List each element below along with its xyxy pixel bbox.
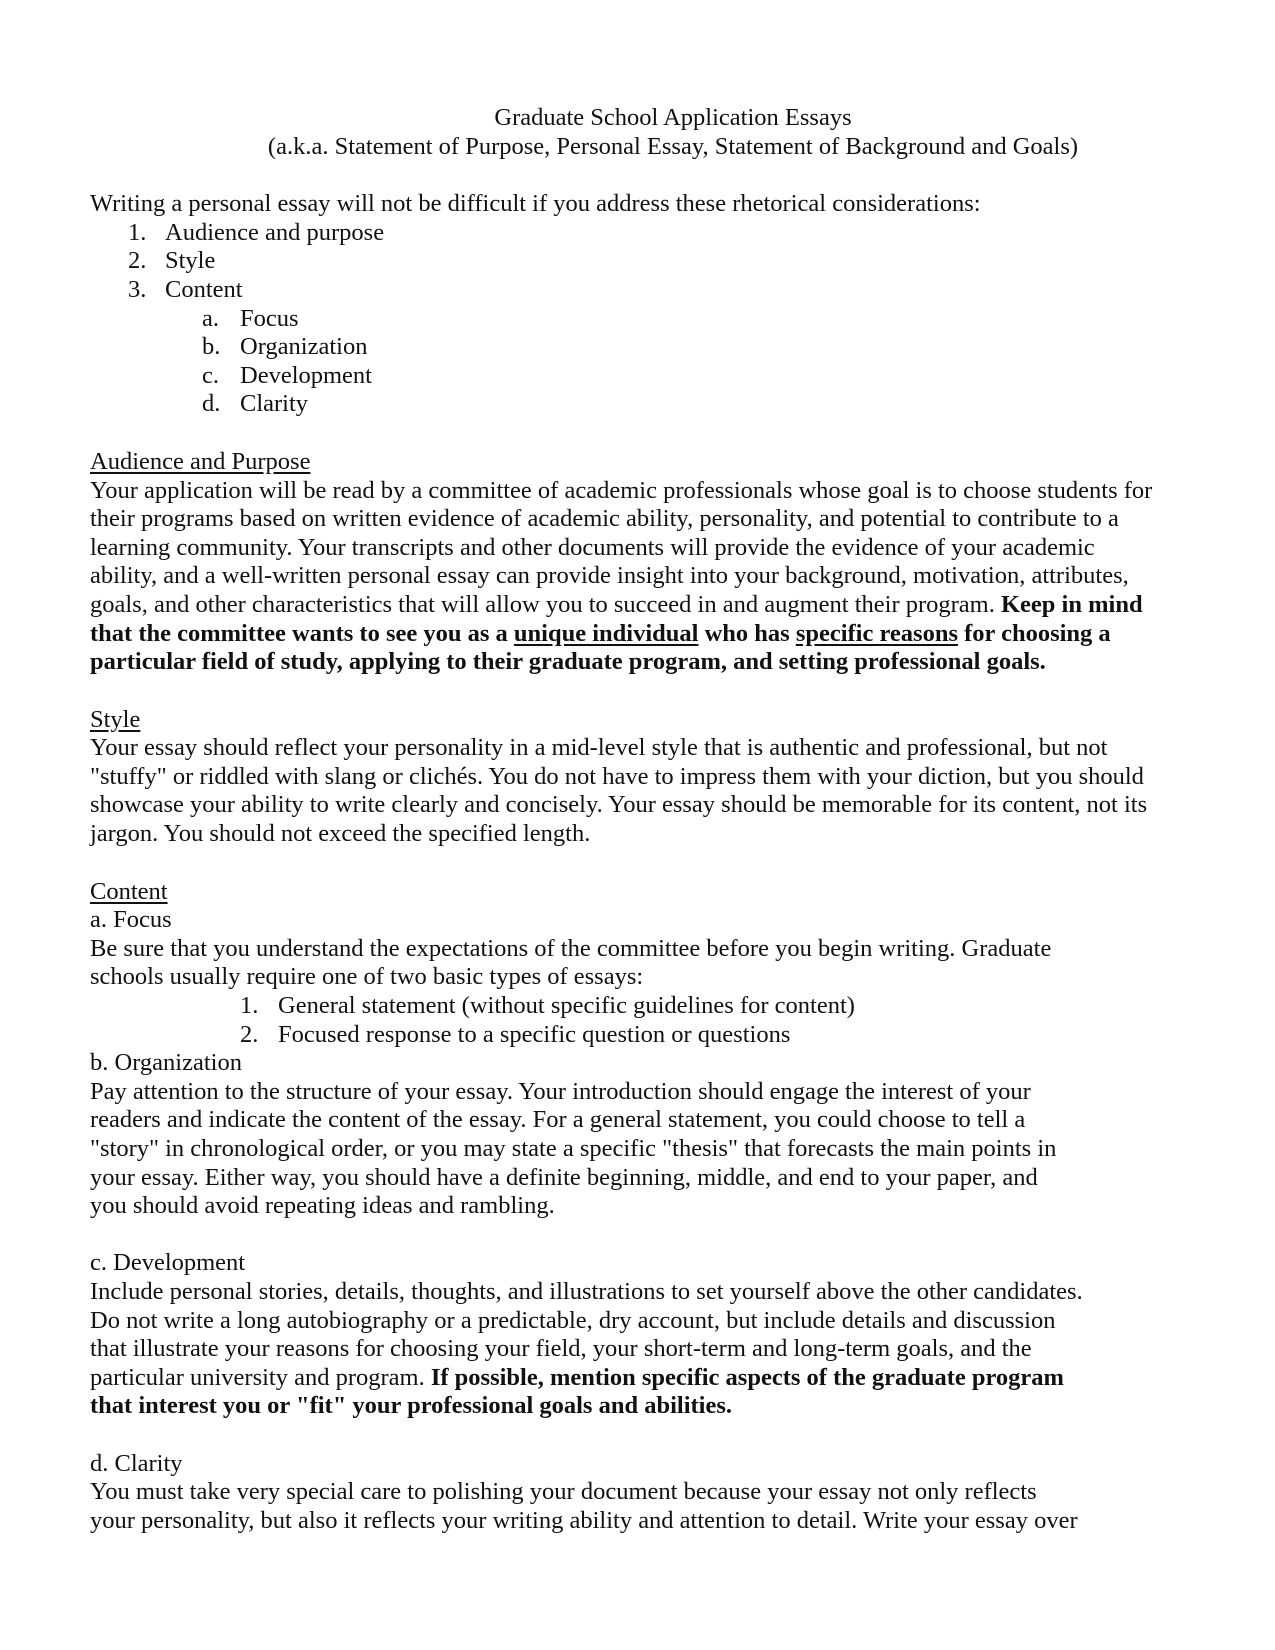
spacer bbox=[90, 1221, 1200, 1250]
clarity-subheading: d. Clarity bbox=[90, 1449, 183, 1477]
paragraph-line: showcase your ability to write clearly and concisely. Your essay should be memorable for its content, not its bbox=[90, 791, 1148, 819]
paragraph-line: Your application will be read by a committee of academic professionals whose goal is to choose students for bbox=[90, 476, 1153, 504]
content-heading: Content bbox=[90, 877, 168, 905]
list-item: a. Focus bbox=[202, 304, 299, 332]
document-title: Graduate School Application Essays bbox=[494, 104, 852, 131]
essay-types-list bbox=[90, 992, 1200, 1049]
style-heading: Style bbox=[90, 705, 141, 733]
list-item: 2. Focused response to a specific question or questions bbox=[240, 1020, 791, 1048]
spacer bbox=[90, 1421, 1200, 1450]
paragraph-line: their programs based on written evidence of academic ability, personality, and potential to contribute to a bbox=[90, 505, 1119, 533]
paragraph-line: learning community. Your transcripts and other documents will provide the evidence of your academic bbox=[90, 533, 1095, 561]
paragraph-line: Pay attention to the structure of your essay. Your introduction should engage the interest of your bbox=[90, 1077, 1031, 1105]
title-block bbox=[118, 104, 1228, 161]
organization-subheading: b. Organization bbox=[90, 1049, 242, 1077]
paragraph-line: You must take very special care to polishing your document because your essay not only reflects bbox=[90, 1478, 1037, 1506]
paragraph-line: you should avoid repeating ideas and rambling. bbox=[90, 1192, 555, 1220]
paragraph-line: goals, and other characteristics that will allow you to succeed in and augment their program. Keep in mind bbox=[90, 590, 1143, 618]
paragraph-line: particular field of study, applying to their graduate program, and setting professional goals. bbox=[90, 648, 1046, 676]
list-item: 3. Content bbox=[128, 275, 243, 303]
audience-heading: Audience and Purpose bbox=[90, 447, 311, 475]
paragraph-line: ability, and a well-written personal essay can provide insight into your background, motivation, attributes, bbox=[90, 562, 1129, 590]
content-section bbox=[90, 878, 1200, 1536]
paragraph-line: Include personal stories, details, thoughts, and illustrations to set yourself above the other candidates. bbox=[90, 1277, 1083, 1305]
focus-subheading: a. Focus bbox=[90, 906, 172, 934]
paragraph-line: that the committee wants to see you as a unique individual who has specific reasons for choosing a bbox=[90, 619, 1111, 647]
considerations-list bbox=[90, 219, 1200, 305]
list-item: c. Development bbox=[202, 361, 372, 389]
intro-sentence: Writing a personal essay will not be difficult if you address these rhetorical considerations: bbox=[90, 190, 981, 218]
audience-section bbox=[90, 448, 1200, 677]
content-items-list bbox=[90, 305, 1200, 419]
paragraph-line: schools usually require one of two basic types of essays: bbox=[90, 963, 644, 991]
paragraph-line: your essay. Either way, you should have a definite beginning, middle, and end to your paper, and bbox=[90, 1163, 1038, 1191]
style-section bbox=[90, 706, 1200, 849]
development-subheading: c. Development bbox=[90, 1249, 246, 1277]
paragraph-line: that illustrate your reasons for choosing your field, your short-term and long-term goals, and the bbox=[90, 1335, 1032, 1363]
document-subtitle: (a.k.a. Statement of Purpose, Personal Essay, Statement of Background and Goals) bbox=[267, 132, 1079, 160]
paragraph-line: that interest you or "fit" your professional goals and abilities. bbox=[90, 1392, 733, 1420]
paragraph-line: "story" in chronological order, or you may state a specific "thesis" that forecasts the main points in bbox=[90, 1135, 1057, 1162]
paragraph-line: Do not write a long autobiography or a predictable, dry account, but include details and discussion bbox=[90, 1306, 1056, 1334]
paragraph-line: jargon. You should not exceed the specified length. bbox=[90, 820, 591, 848]
paragraph-line: Be sure that you understand the expectations of the committee before you begin writing. Graduate bbox=[90, 934, 1052, 962]
paragraph-line: your personality, but also it reflects your writing ability and attention to detail. Write your essay over bbox=[90, 1506, 1078, 1534]
document-body bbox=[90, 104, 1200, 1535]
paragraph-line: readers and indicate the content of the essay. For a general statement, you could choose to tell a bbox=[90, 1106, 1026, 1134]
list-item: 2. Style bbox=[128, 247, 216, 275]
list-item: 1. Audience and purpose bbox=[128, 218, 385, 246]
list-item: 1. General statement (without specific guidelines for content) bbox=[240, 992, 855, 1020]
list-item: d. Clarity bbox=[202, 390, 309, 418]
paragraph-line: particular university and program. If possible, mention specific aspects of the graduate program bbox=[90, 1363, 1064, 1391]
paragraph-line: "stuffy" or riddled with slang or clichés. You do not have to impress them with your diction, but you should bbox=[90, 762, 1144, 790]
list-item: b. Organization bbox=[202, 333, 368, 361]
paragraph-line: Your essay should reflect your personality in a mid-level style that is authentic and professional, but not bbox=[90, 734, 1108, 762]
